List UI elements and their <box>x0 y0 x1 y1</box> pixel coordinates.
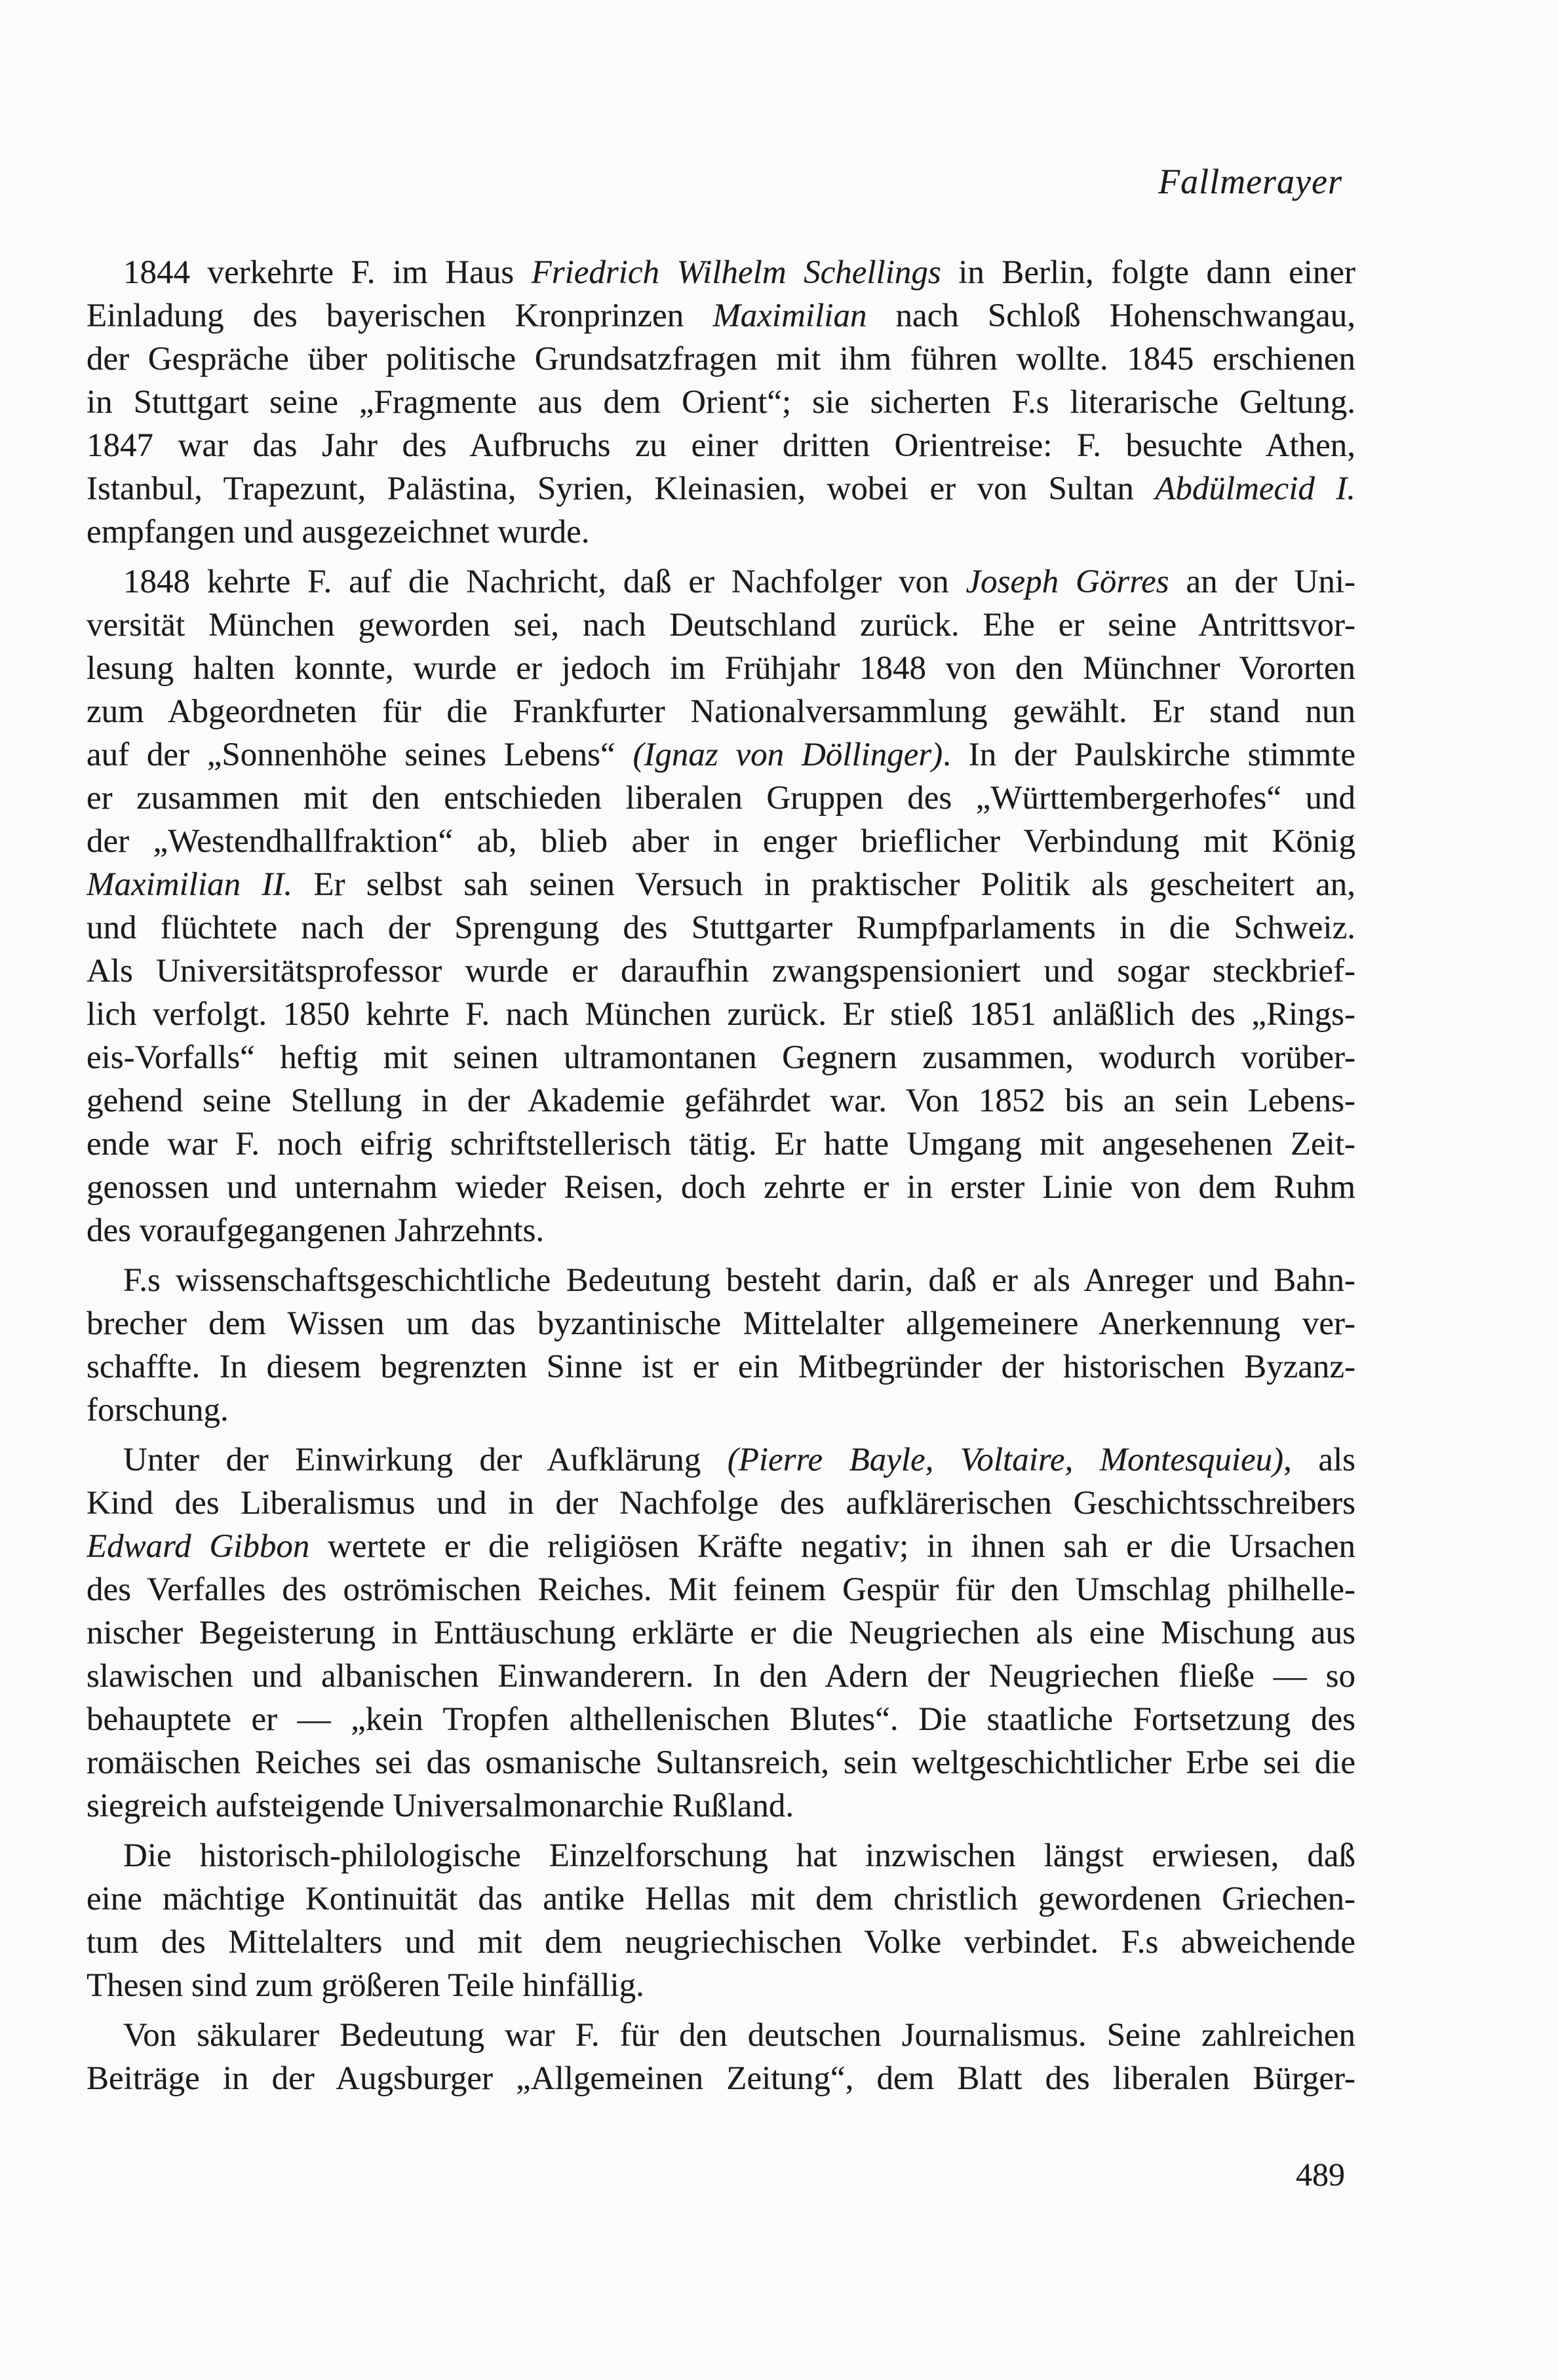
text-segment: Thesen sind zum größeren Teile hinfällig. <box>87 1967 644 2004</box>
text-segment: lich verfolgt. 1850 kehrte F. nach München zurück. Er stieß 1851 anläßlich des „Rings- <box>87 996 1355 1033</box>
text-line <box>87 604 1355 647</box>
text-segment: 1847 war das Jahr des Aufbruchs zu einer dritten Orientreise: F. besuchte Athen, <box>87 427 1355 464</box>
text-line <box>87 1036 1355 1079</box>
text-line <box>87 1568 1355 1611</box>
text-line <box>87 294 1355 337</box>
text-line <box>87 993 1355 1036</box>
text-line <box>87 1784 1355 1828</box>
text-segment: Istanbul, Trapezunt, Palästina, Syrien, Kleinasien, wobei er von Sultan <box>87 470 1156 507</box>
text-line <box>87 337 1355 381</box>
text-segment: Unter der Einwirkung der Aufklärung <box>123 1442 728 1478</box>
italic-text-segment: Maximilian <box>712 298 867 334</box>
text-line <box>87 1525 1355 1568</box>
text-line <box>87 1611 1355 1655</box>
text-segment: 1844 verkehrte F. im Haus <box>123 254 532 291</box>
text-line <box>87 1655 1355 1698</box>
text-segment: versität München geworden sei, nach Deutschland zurück. Ehe er seine Antrittsvor- <box>87 607 1355 643</box>
text-segment: wertete er die religiösen Kräfte negativ; in ihnen sah er die Ursachen <box>309 1528 1355 1565</box>
text-segment: empfangen und ausgezeichnet wurde. <box>87 514 590 550</box>
text-segment: des Verfalles des oströmischen Reiches. Mit feinem Gespür für den Umschlag philhelle- <box>87 1571 1355 1608</box>
text-segment: Von säkularer Bedeutung war F. für den deutschen Journalismus. Seine zahlreichen <box>123 2017 1355 2054</box>
text-line <box>87 251 1355 294</box>
text-segment: nach Schloß Hohenschwangau, <box>867 298 1355 334</box>
text-line <box>87 733 1355 777</box>
text-line <box>87 1345 1355 1389</box>
text-segment: Einladung des bayerischen Kronprinzen <box>87 298 713 334</box>
italic-text-segment: Friedrich Wilhelm Schellings <box>531 254 941 291</box>
paragraph <box>87 1438 1355 1828</box>
text-segment: gehend seine Stellung in der Akademie gefährdet war. Von 1852 bis an sein Lebens- <box>87 1083 1355 1119</box>
text-segment: schaffte. In diesem begrenzten Sinne ist er ein Mitbegründer der historischen Byzanz- <box>87 1349 1355 1385</box>
paragraph <box>87 1834 1355 2007</box>
text-segment: siegreich aufsteigende Universalmonarchie Rußland. <box>87 1788 794 1824</box>
text-line <box>87 1302 1355 1345</box>
text-line <box>87 690 1355 733</box>
text-line <box>87 467 1355 510</box>
text-line <box>87 1438 1355 1482</box>
page-number: 489 <box>1296 2156 1345 2193</box>
text-segment: und flüchtete nach der Sprengung des Stuttgarter Rumpfparlaments in die Schweiz. <box>87 910 1355 946</box>
text-segment: forschung. <box>87 1392 229 1429</box>
text-line <box>87 560 1355 604</box>
text-segment: eine mächtige Kontinuität das antike Hellas mit dem christlich gewordenen Griechen- <box>87 1881 1355 1917</box>
text-segment: , als <box>1283 1442 1355 1478</box>
text-line <box>87 820 1355 863</box>
text-segment: des voraufgegangenen Jahrzehnts. <box>87 1212 545 1249</box>
text-segment: Beiträge in der Augsburger „Allgemeinen Zeitung“, dem Blatt des liberalen Bürger- <box>87 2060 1355 2097</box>
italic-text-segment: (Ignaz von Döllinger) <box>633 737 943 773</box>
text-line <box>87 1389 1355 1432</box>
italic-text-segment: Maximilian II. <box>87 866 293 903</box>
text-line <box>87 381 1355 424</box>
text-line <box>87 1921 1355 1964</box>
text-line <box>87 863 1355 906</box>
text-segment: genossen und unternahm wieder Reisen, doch zehrte er in erster Linie von dem Ruhm <box>87 1169 1355 1206</box>
italic-text-segment: (Pierre Bayle, Voltaire, Montesquieu) <box>727 1442 1284 1478</box>
text-segment: Kind des Liberalismus und in der Nachfolge des aufklärerischen Geschichtsschreibers <box>87 1485 1355 1522</box>
text-segment: der „Westendhallfraktion“ ab, blieb aber in enger brieflicher Verbindung mit König <box>87 823 1355 860</box>
paragraph <box>87 2014 1355 2100</box>
text-line <box>87 1123 1355 1166</box>
text-segment: nischer Begeisterung in Enttäuschung erklärte er die Neugriechen als eine Mischung aus <box>87 1615 1355 1651</box>
running-header: Fallmerayer <box>1158 162 1342 201</box>
text-segment: er zusammen mit den entschieden liberalen Gruppen des „Württembergerhofes“ und <box>87 780 1355 816</box>
text-line <box>87 424 1355 467</box>
text-line <box>87 1482 1355 1525</box>
text-segment: Er selbst sah seinen Versuch in praktischer Politik als gescheitert an, <box>292 866 1355 903</box>
text-segment: in Stuttgart seine „Fragmente aus dem Orient“; sie sicherten F.s literarische Geltung. <box>87 384 1355 421</box>
italic-text-segment: Edward Gibbon <box>87 1528 310 1565</box>
text-segment: zum Abgeordneten für die Frankfurter Nationalversammlung gewählt. Er stand nun <box>87 693 1355 730</box>
text-line <box>87 1741 1355 1784</box>
text-segment: lesung halten konnte, wurde er jedoch im Frühjahr 1848 von den Münchner Vororten <box>87 650 1355 687</box>
text-line <box>87 2014 1355 2057</box>
text-segment: behauptete er — „kein Tropfen althellenischen Blutes“. Die staatliche Fortsetzung des <box>87 1701 1355 1738</box>
paragraph <box>87 251 1355 554</box>
text-line <box>87 950 1355 993</box>
text-segment: . In der Paulskirche stimmte <box>943 737 1355 773</box>
paragraph <box>87 1259 1355 1432</box>
text-segment: 1848 kehrte F. auf die Nachricht, daß er Nachfolger von <box>123 564 966 600</box>
paragraph <box>87 560 1355 1252</box>
text-segment: Die historisch-philologische Einzelforschung hat inzwischen längst erwiesen, daß <box>123 1837 1355 1874</box>
text-segment: romäischen Reiches sei das osmanische Sultansreich, sein weltgeschichtlicher Erbe sei die <box>87 1744 1355 1781</box>
text-line <box>87 510 1355 554</box>
body-text <box>87 251 1355 2100</box>
italic-text-segment: Abdülmecid I. <box>1155 470 1355 507</box>
text-line <box>87 1698 1355 1741</box>
text-line <box>87 1834 1355 1877</box>
text-line <box>87 1259 1355 1302</box>
text-line <box>87 906 1355 950</box>
text-segment: Als Universitätsprofessor wurde er daraufhin zwangspensioniert und sogar steckbrief- <box>87 953 1355 989</box>
text-segment: auf der „Sonnenhöhe seines Lebens“ <box>87 737 633 773</box>
text-segment: in Berlin, folgte dann einer <box>941 254 1355 291</box>
text-segment: an der Uni- <box>1169 564 1355 600</box>
text-line <box>87 1209 1355 1252</box>
text-segment: tum des Mittelalters und mit dem neugriechischen Volke verbindet. F.s abweichende <box>87 1924 1355 1961</box>
text-line <box>87 2057 1355 2100</box>
text-line <box>87 1964 1355 2007</box>
italic-text-segment: Joseph Görres <box>965 564 1169 600</box>
text-line <box>87 1079 1355 1123</box>
text-line <box>87 1877 1355 1921</box>
text-line <box>87 647 1355 690</box>
text-segment: ende war F. noch eifrig schriftstellerisch tätig. Er hatte Umgang mit angesehenen Zeit- <box>87 1126 1355 1162</box>
text-segment: der Gespräche über politische Grundsatzfragen mit ihm führen wollte. 1845 erschienen <box>87 341 1355 377</box>
text-line <box>87 1166 1355 1209</box>
text-segment: F.s wissenschaftsgeschichtliche Bedeutung besteht darin, daß er als Anreger und Bahn- <box>123 1262 1355 1299</box>
text-segment: brecher dem Wissen um das byzantinische Mittelalter allgemeinere Anerkennung ver- <box>87 1305 1355 1342</box>
text-segment: slawischen und albanischen Einwanderern. In den Adern der Neugriechen fließe — so <box>87 1658 1355 1695</box>
text-line <box>87 777 1355 820</box>
text-segment: eis-Vorfalls“ heftig mit seinen ultramontanen Gegnern zusammen, wodurch vorüber- <box>87 1039 1355 1076</box>
